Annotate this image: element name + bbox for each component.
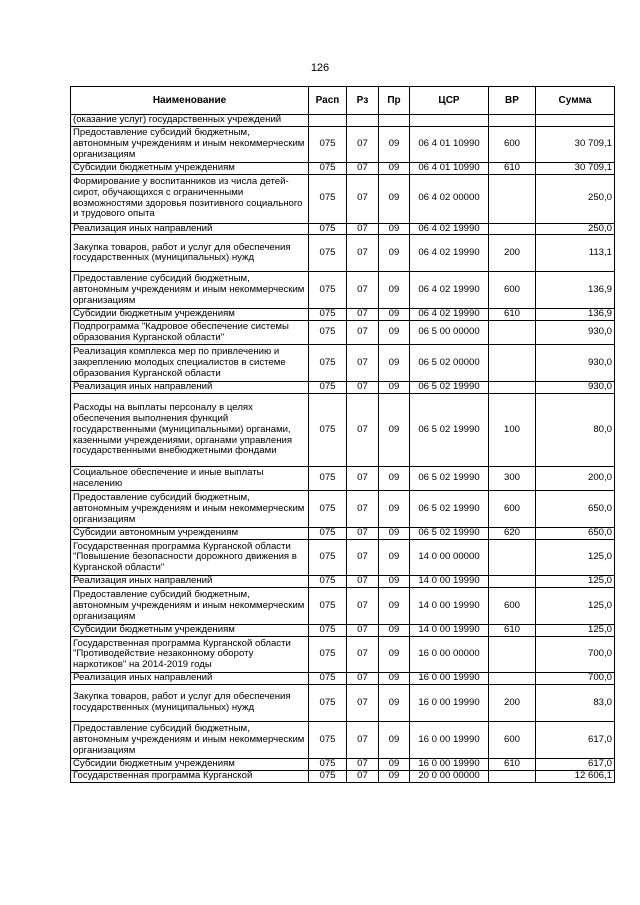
- name-cell: (оказание услуг) государственных учреждений: [71, 115, 309, 127]
- vr-cell: [489, 540, 536, 576]
- vr-cell: 600: [489, 588, 536, 625]
- rasp-cell: 075: [309, 722, 347, 759]
- pr-cell: 09: [379, 235, 410, 272]
- sum-cell: 930,0: [536, 321, 615, 345]
- rz-cell: 07: [347, 637, 379, 673]
- table-row: [71, 673, 615, 685]
- pr-cell: 09: [379, 223, 410, 235]
- sum-cell: 125,0: [536, 625, 615, 637]
- table-row: [71, 382, 615, 394]
- name-cell: Закупка товаров, работ и услуг для обеспечения государственных (муниципальных) нужд: [71, 235, 309, 272]
- rasp-cell: 075: [309, 309, 347, 321]
- rasp-cell: 075: [309, 759, 347, 771]
- rz-cell: 07: [347, 162, 379, 174]
- table-row: [71, 588, 615, 625]
- sum-cell: 125,0: [536, 576, 615, 588]
- sum-cell: [536, 115, 615, 127]
- sum-cell: 650,0: [536, 491, 615, 528]
- page-number: 126: [310, 62, 330, 74]
- header-rasp: Расп: [309, 87, 347, 115]
- rasp-cell: 075: [309, 235, 347, 272]
- rz-cell: 07: [347, 625, 379, 637]
- name-cell: Предоставление субсидий бюджетным, автономным учреждениям и иным некоммерческим организациям: [71, 126, 309, 162]
- name-cell: Реализация иных направлений: [71, 382, 309, 394]
- table-row: [71, 126, 615, 162]
- pr-cell: 09: [379, 162, 410, 174]
- vr-cell: 200: [489, 685, 536, 722]
- csr-cell: 06 5 02 19990: [410, 491, 489, 528]
- sum-cell: 930,0: [536, 382, 615, 394]
- pr-cell: 09: [379, 467, 410, 491]
- csr-cell: 06 4 02 19990: [410, 235, 489, 272]
- rz-cell: 07: [347, 770, 379, 782]
- name-cell: Реализация иных направлений: [71, 673, 309, 685]
- csr-cell: 06 5 02 19990: [410, 467, 489, 491]
- rasp-cell: 075: [309, 467, 347, 491]
- table-row: [71, 637, 615, 673]
- pr-cell: 09: [379, 394, 410, 467]
- rz-cell: 07: [347, 309, 379, 321]
- csr-cell: [410, 115, 489, 127]
- rasp-cell: 075: [309, 345, 347, 382]
- sum-cell: 80,0: [536, 394, 615, 467]
- name-cell: Расходы на выплаты персоналу в целях обеспечения выполнения функций государственными (муниципальными) органами, казенными учреждениями, органами управления государственными внебюджетными фондами: [71, 394, 309, 467]
- name-cell: Субсидии автономным учреждениям: [71, 528, 309, 540]
- pr-cell: 09: [379, 540, 410, 576]
- table-row: [71, 528, 615, 540]
- csr-cell: 06 4 02 19990: [410, 309, 489, 321]
- vr-cell: 610: [489, 625, 536, 637]
- name-cell: Социальное обеспечение и иные выплаты населению: [71, 467, 309, 491]
- table-row: [71, 540, 615, 576]
- rasp-cell: 075: [309, 576, 347, 588]
- csr-cell: 14 0 00 19990: [410, 588, 489, 625]
- table-row: [71, 770, 615, 782]
- table-row: [71, 309, 615, 321]
- header-name: Наименование: [71, 87, 309, 115]
- table-row: [71, 272, 615, 309]
- pr-cell: 09: [379, 576, 410, 588]
- sum-cell: 650,0: [536, 528, 615, 540]
- csr-cell: 06 4 02 19990: [410, 272, 489, 309]
- sum-cell: 250,0: [536, 174, 615, 223]
- sum-cell: 136,9: [536, 309, 615, 321]
- vr-cell: 600: [489, 722, 536, 759]
- pr-cell: 09: [379, 528, 410, 540]
- pr-cell: 09: [379, 759, 410, 771]
- pr-cell: 09: [379, 321, 410, 345]
- table-row: [71, 235, 615, 272]
- sum-cell: 125,0: [536, 588, 615, 625]
- name-cell: Субсидии бюджетным учреждениям: [71, 162, 309, 174]
- sum-cell: 617,0: [536, 759, 615, 771]
- pr-cell: 09: [379, 685, 410, 722]
- rasp-cell: 075: [309, 382, 347, 394]
- csr-cell: 06 5 02 00000: [410, 345, 489, 382]
- csr-cell: 14 0 00 00000: [410, 540, 489, 576]
- pr-cell: 09: [379, 722, 410, 759]
- rz-cell: 07: [347, 528, 379, 540]
- pr-cell: 09: [379, 272, 410, 309]
- rasp-cell: 075: [309, 540, 347, 576]
- header-rz: Рз: [347, 87, 379, 115]
- pr-cell: 09: [379, 491, 410, 528]
- vr-cell: [489, 637, 536, 673]
- vr-cell: [489, 345, 536, 382]
- pr-cell: 09: [379, 770, 410, 782]
- header-csr: ЦСР: [410, 87, 489, 115]
- rz-cell: 07: [347, 467, 379, 491]
- rz-cell: [347, 115, 379, 127]
- table-row: [71, 223, 615, 235]
- sum-cell: 700,0: [536, 637, 615, 673]
- name-cell: Предоставление субсидий бюджетным, автономным учреждениям и иным некоммерческим организациям: [71, 722, 309, 759]
- vr-cell: [489, 576, 536, 588]
- header-vr: ВР: [489, 87, 536, 115]
- rz-cell: 07: [347, 394, 379, 467]
- csr-cell: 06 4 02 19990: [410, 223, 489, 235]
- rasp-cell: 075: [309, 162, 347, 174]
- header-pr: Пр: [379, 87, 410, 115]
- table-row: [71, 685, 615, 722]
- vr-cell: 100: [489, 394, 536, 467]
- sum-cell: 200,0: [536, 467, 615, 491]
- sum-cell: 113,1: [536, 235, 615, 272]
- csr-cell: 16 0 00 19990: [410, 673, 489, 685]
- table-row: [71, 115, 615, 127]
- sum-cell: 30 709,1: [536, 126, 615, 162]
- rasp-cell: [309, 115, 347, 127]
- rz-cell: 07: [347, 576, 379, 588]
- sum-cell: 930,0: [536, 345, 615, 382]
- rasp-cell: 075: [309, 272, 347, 309]
- rasp-cell: 075: [309, 685, 347, 722]
- rasp-cell: 075: [309, 126, 347, 162]
- rasp-cell: 075: [309, 394, 347, 467]
- vr-cell: 200: [489, 235, 536, 272]
- rasp-cell: 075: [309, 625, 347, 637]
- table-row: [71, 162, 615, 174]
- header-sum: Сумма: [536, 87, 615, 115]
- csr-cell: 06 5 00 00000: [410, 321, 489, 345]
- name-cell: Предоставление субсидий бюджетным, автономным учреждениям и иным некоммерческим организациям: [71, 588, 309, 625]
- rasp-cell: 075: [309, 770, 347, 782]
- name-cell: Субсидии бюджетным учреждениям: [71, 309, 309, 321]
- name-cell: Предоставление субсидий бюджетным, автономным учреждениям и иным некоммерческим организациям: [71, 272, 309, 309]
- sum-cell: 136,9: [536, 272, 615, 309]
- pr-cell: 09: [379, 345, 410, 382]
- csr-cell: 14 0 00 19990: [410, 576, 489, 588]
- vr-cell: 610: [489, 759, 536, 771]
- sum-cell: 83,0: [536, 685, 615, 722]
- vr-cell: [489, 174, 536, 223]
- rz-cell: 07: [347, 321, 379, 345]
- vr-cell: 600: [489, 126, 536, 162]
- csr-cell: 16 0 00 19990: [410, 722, 489, 759]
- csr-cell: 06 5 02 19990: [410, 528, 489, 540]
- name-cell: Подпрограмма "Кадровое обеспечение системы образования Курганской области": [71, 321, 309, 345]
- rz-cell: 07: [347, 345, 379, 382]
- vr-cell: 610: [489, 162, 536, 174]
- pr-cell: 09: [379, 673, 410, 685]
- name-cell: Реализация иных направлений: [71, 223, 309, 235]
- name-cell: Реализация комплекса мер по привлечению и закреплению молодых специалистов в системе образования Курганской области: [71, 345, 309, 382]
- table-row: [71, 174, 615, 223]
- vr-cell: [489, 223, 536, 235]
- sum-cell: 30 709,1: [536, 162, 615, 174]
- name-cell: Субсидии бюджетным учреждениям: [71, 625, 309, 637]
- rz-cell: 07: [347, 759, 379, 771]
- csr-cell: 06 4 01 10990: [410, 162, 489, 174]
- rz-cell: 07: [347, 223, 379, 235]
- csr-cell: 16 0 00 00000: [410, 637, 489, 673]
- rasp-cell: 075: [309, 673, 347, 685]
- vr-cell: 620: [489, 528, 536, 540]
- vr-cell: 610: [489, 309, 536, 321]
- table-row: [71, 394, 615, 467]
- rasp-cell: 075: [309, 321, 347, 345]
- rz-cell: 07: [347, 722, 379, 759]
- csr-cell: 06 4 02 00000: [410, 174, 489, 223]
- table-row: [71, 491, 615, 528]
- csr-cell: 06 5 02 19990: [410, 394, 489, 467]
- name-cell: Предоставление субсидий бюджетным, автономным учреждениям и иным некоммерческим организациям: [71, 491, 309, 528]
- rz-cell: 07: [347, 174, 379, 223]
- vr-cell: 600: [489, 272, 536, 309]
- pr-cell: 09: [379, 309, 410, 321]
- rasp-cell: 075: [309, 637, 347, 673]
- rz-cell: 07: [347, 235, 379, 272]
- csr-cell: 16 0 00 19990: [410, 759, 489, 771]
- pr-cell: 09: [379, 382, 410, 394]
- pr-cell: [379, 115, 410, 127]
- rz-cell: 07: [347, 272, 379, 309]
- vr-cell: 300: [489, 467, 536, 491]
- table-row: [71, 576, 615, 588]
- table-header-row: [71, 87, 615, 115]
- vr-cell: [489, 115, 536, 127]
- rz-cell: 07: [347, 382, 379, 394]
- table-row: [71, 345, 615, 382]
- name-cell: Государственная программа Курганской области "Противодействие незаконному обороту наркотиков" на 2014-2019 годы: [71, 637, 309, 673]
- budget-table: [70, 86, 615, 783]
- table-row: [71, 467, 615, 491]
- rz-cell: 07: [347, 540, 379, 576]
- rz-cell: 07: [347, 491, 379, 528]
- table-row: [71, 321, 615, 345]
- csr-cell: 06 4 01 10990: [410, 126, 489, 162]
- csr-cell: 06 5 02 19990: [410, 382, 489, 394]
- pr-cell: 09: [379, 126, 410, 162]
- name-cell: Закупка товаров, работ и услуг для обеспечения государственных (муниципальных) нужд: [71, 685, 309, 722]
- table-row: [71, 625, 615, 637]
- name-cell: Субсидии бюджетным учреждениям: [71, 759, 309, 771]
- csr-cell: 16 0 00 19990: [410, 685, 489, 722]
- csr-cell: 20 0 00 00000: [410, 770, 489, 782]
- vr-cell: [489, 770, 536, 782]
- name-cell: Государственная программа Курганской области "Повышение безопасности дорожного движения в Курганской области": [71, 540, 309, 576]
- rz-cell: 07: [347, 673, 379, 685]
- name-cell: Формирование у воспитанников из числа детей-сирот, обучающихся с ограниченными возможностями здоровья позитивного социального и трудового опыта: [71, 174, 309, 223]
- name-cell: Реализация иных направлений: [71, 576, 309, 588]
- rz-cell: 07: [347, 685, 379, 722]
- rasp-cell: 075: [309, 223, 347, 235]
- rz-cell: 07: [347, 126, 379, 162]
- vr-cell: [489, 673, 536, 685]
- pr-cell: 09: [379, 637, 410, 673]
- name-cell: Государственная программа Курганской: [71, 770, 309, 782]
- sum-cell: 700,0: [536, 673, 615, 685]
- table-row: [71, 759, 615, 771]
- rz-cell: 07: [347, 588, 379, 625]
- table-row: [71, 722, 615, 759]
- rasp-cell: 075: [309, 588, 347, 625]
- vr-cell: 600: [489, 491, 536, 528]
- sum-cell: 250,0: [536, 223, 615, 235]
- rasp-cell: 075: [309, 174, 347, 223]
- rasp-cell: 075: [309, 528, 347, 540]
- pr-cell: 09: [379, 588, 410, 625]
- sum-cell: 125,0: [536, 540, 615, 576]
- sum-cell: 12 606,1: [536, 770, 615, 782]
- vr-cell: [489, 321, 536, 345]
- csr-cell: 14 0 00 19990: [410, 625, 489, 637]
- pr-cell: 09: [379, 174, 410, 223]
- rasp-cell: 075: [309, 491, 347, 528]
- pr-cell: 09: [379, 625, 410, 637]
- vr-cell: [489, 382, 536, 394]
- sum-cell: 617,0: [536, 722, 615, 759]
